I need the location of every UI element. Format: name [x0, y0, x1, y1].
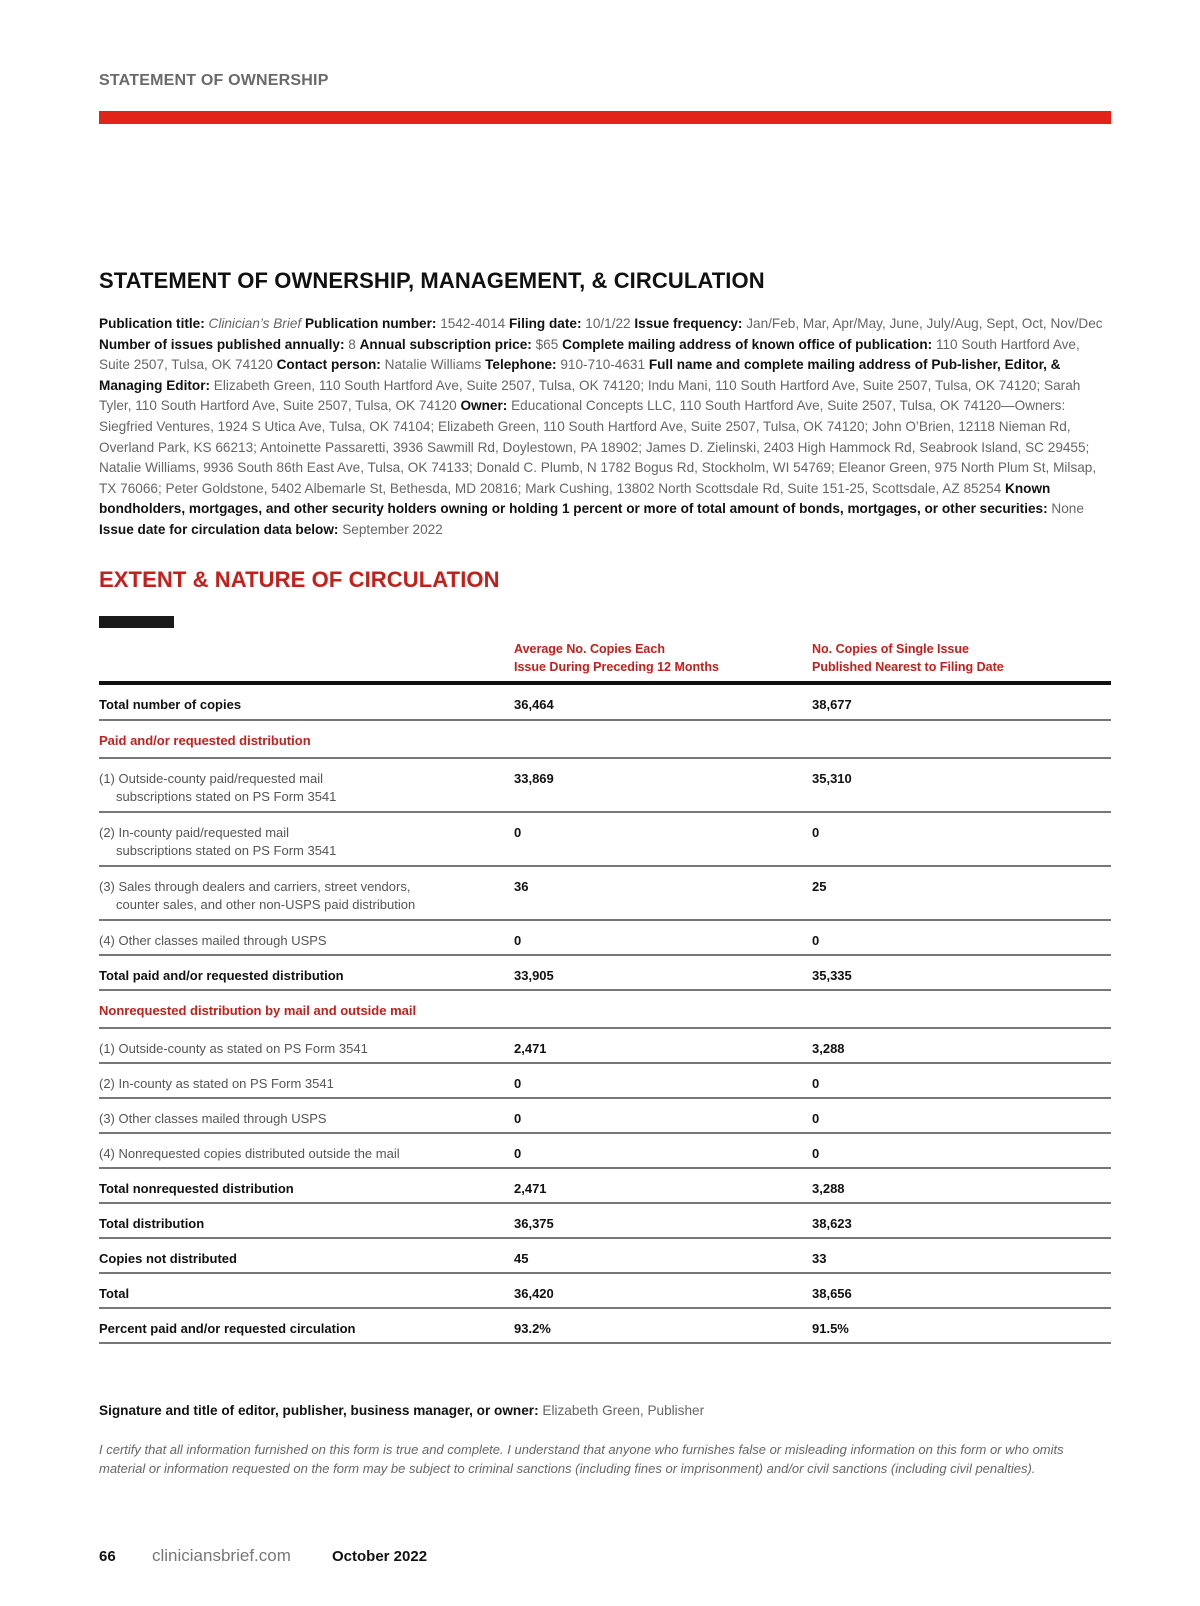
filing-date: 10/1/22 [585, 316, 631, 331]
avg-value: 93.2% [514, 1308, 812, 1343]
issues-annually-label: Number of issues published annually: [99, 336, 345, 352]
owner-label: Owner: [460, 398, 508, 414]
col-head-single [812, 640, 1004, 676]
table-row [99, 866, 1111, 920]
avg-value: 36,420 [514, 1273, 812, 1308]
row-label-line2: counter sales, and other non-USPS paid distribution [116, 897, 416, 912]
publication-info [99, 314, 1111, 541]
single-value: 0 [812, 1133, 1111, 1168]
telephone-label: Telephone: [485, 357, 557, 373]
footer-date: October 2022 [332, 1548, 428, 1565]
single-value: 25 [812, 866, 1111, 920]
circulation-table [99, 685, 1111, 1344]
avg-value: 33,869 [514, 758, 812, 812]
single-value: 38,623 [812, 1203, 1111, 1238]
table-section-row [99, 990, 1111, 1028]
avg-value: 0 [514, 812, 812, 866]
table-row [99, 1098, 1111, 1133]
single-value: 35,335 [812, 955, 1111, 990]
row-label: (4) Other classes mailed through USPS [99, 920, 514, 955]
certification-text: I certify that all information furnished on this form is true and complete. I understand that anyone who furnishes false or misleading information on this form or who omits material or information requested on the form may be subject to criminal sanctions (including fines or imprisonment) and/or civil sanctions (including civil penalties). [99, 1442, 1064, 1476]
publication-number: 1542-4014 [440, 316, 506, 331]
avg-value: 36,464 [514, 685, 812, 720]
signature-label: Signature and title of editor, publisher, business manager, or owner: [99, 1403, 539, 1418]
row-label: (4) Nonrequested copies distributed outside the mail [99, 1133, 514, 1168]
row-label: Total number of copies [99, 685, 514, 720]
single-value: 38,677 [812, 685, 1111, 720]
table-row [99, 1308, 1111, 1343]
table-row [99, 920, 1111, 955]
section-tab [99, 616, 174, 628]
row-label [99, 812, 514, 866]
subscription-price-label: Annual subscription price: [359, 336, 532, 352]
single-value: 33 [812, 1238, 1111, 1273]
avg-value: 2,471 [514, 1168, 812, 1203]
section-label: Paid and/or requested distribution [99, 720, 514, 758]
row-label: Total [99, 1273, 514, 1308]
table-row [99, 1133, 1111, 1168]
avg-value: 0 [514, 920, 812, 955]
bondholders: None [1051, 501, 1084, 517]
row-label-line2: subscriptions stated on PS Form 3541 [116, 789, 337, 804]
publication-title: Clinician’s Brief [208, 316, 302, 331]
avg-value: 0 [514, 1063, 812, 1098]
page-number: 66 [99, 1548, 116, 1565]
row-label [99, 866, 514, 920]
single-value: 38,656 [812, 1273, 1111, 1308]
table-row [99, 1063, 1111, 1098]
names-label: Full name and complete mailing address of Pub-lisher, Editor, & Managing Editor: [99, 357, 1061, 393]
avg-value: 45 [514, 1238, 812, 1273]
row-label: (2) In-county as stated on PS Form 3541 [99, 1063, 514, 1098]
table-row [99, 758, 1111, 812]
section-kicker: STATEMENT OF OWNERSHIP [99, 72, 329, 89]
col-head-average-line2: Issue During Preceding 12 Months [514, 660, 719, 674]
bondholders-label: Known bondholders, mortgages, and other security holders owning or holding 1 percent or more of total amount of bonds, mortgages, or other securities: [99, 480, 1051, 517]
page-title: STATEMENT OF OWNERSHIP, MANAGEMENT, & CIRCULATION [99, 268, 765, 293]
row-label-line1: (3) Sales through dealers and carriers, street vendors, [99, 879, 411, 894]
signature-value: Elizabeth Green, Publisher [542, 1403, 705, 1418]
avg-value: 0 [514, 1098, 812, 1133]
row-label: Total distribution [99, 1203, 514, 1238]
table-section-row [99, 720, 1111, 758]
avg-value: 36,375 [514, 1203, 812, 1238]
contact-label: Contact person: [276, 357, 381, 373]
row-label-line1: (2) In-county paid/requested mail [99, 825, 290, 840]
issues-annually: 8 [348, 336, 356, 352]
single-value: 0 [812, 920, 1111, 955]
signature-line [99, 1403, 704, 1418]
row-label: (1) Outside-county as stated on PS Form 3541 [99, 1028, 514, 1063]
issue-frequency: Jan/Feb, Mar, Apr/May, June, July/Aug, Sept, Oct, Nov/Dec [746, 316, 1103, 331]
office-address-label: Complete mailing address of known office of publication: [562, 336, 933, 352]
col-head-average-line1: Average No. Copies Each [514, 642, 665, 656]
owner: Educational Concepts LLC, 110 South Hartford Ave, Suite 2507, Tulsa, OK 74120—Owners: Siegfried Ventures, 1924 S Utica Ave, Tulsa, OK 74104; Elizabeth Green, 110 South Hartford Ave, Suite 2507, Tulsa, OK 74120; John O’Brien, 12118 Nieman Rd, Overland Park, KS 66213; Antoinette Passaretti, 3936 Sawmill Rd, Doylestown, PA 18902; James D. Zielinski, 2403 High Hammock Rd, Seabrook Island, SC 29455; Natalie Williams, 9936 South 86th East Ave, Tulsa, OK 74133; Donald C. Plumb, N 1782 Bogus Rd, Stockholm, WI 54769; Eleanor Green, 975 North Plum St, Milsap, TX 76066; Peter Goldstone, 5402 Albemarle St, Bethesda, MD 20816; Mark Cushing, 13802 North Scottsdale Rd, Suite 151-25, Scottsdale, AZ 85254 [99, 398, 1097, 496]
contact-person: Natalie Williams [384, 357, 482, 373]
table-row [99, 1238, 1111, 1273]
table-row [99, 812, 1111, 866]
row-label [99, 758, 514, 812]
row-label: Copies not distributed [99, 1238, 514, 1273]
table-row [99, 1028, 1111, 1063]
single-value: 0 [812, 1098, 1111, 1133]
row-label: Total paid and/or requested distribution [99, 955, 514, 990]
telephone: 910-710-4631 [560, 357, 646, 373]
col-head-single-line2: Published Nearest to Filing Date [812, 660, 1004, 674]
col-head-average [514, 640, 719, 676]
single-value: 35,310 [812, 758, 1111, 812]
footer-site: cliniciansbrief.com [152, 1546, 291, 1565]
row-label-line2: subscriptions stated on PS Form 3541 [116, 843, 337, 858]
names: Elizabeth Green, 110 South Hartford Ave, Suite 2507, Tulsa, OK 74120; Indu Mani, 110 South Hartford Ave, Suite 2507, Tulsa, OK 74120; Sarah Tyler, 110 South Hartford Ave, Suite 2507, Tulsa, OK 74120 [99, 377, 1081, 414]
row-label: Total nonrequested distribution [99, 1168, 514, 1203]
row-label: (3) Other classes mailed through USPS [99, 1098, 514, 1133]
issue-date-label: Issue date for circulation data below: [99, 521, 339, 537]
single-value: 0 [812, 1063, 1111, 1098]
row-label: Percent paid and/or requested circulation [99, 1308, 514, 1343]
col-head-single-line1: No. Copies of Single Issue [812, 642, 969, 656]
publication-title-label: Publication title: [99, 316, 205, 331]
single-value: 91.5% [812, 1308, 1111, 1343]
circulation-title: EXTENT & NATURE OF CIRCULATION [99, 567, 500, 592]
publication-number-label: Publication number: [304, 316, 437, 331]
filing-date-label: Filing date: [508, 316, 582, 331]
table-row [99, 1273, 1111, 1308]
avg-value: 0 [514, 1133, 812, 1168]
table-row [99, 685, 1111, 720]
avg-value: 36 [514, 866, 812, 920]
table-row [99, 1168, 1111, 1203]
section-label: Nonrequested distribution by mail and outside mail [99, 990, 514, 1028]
single-value: 3,288 [812, 1168, 1111, 1203]
avg-value: 2,471 [514, 1028, 812, 1063]
issue-frequency-label: Issue frequency: [634, 316, 743, 331]
table-row [99, 955, 1111, 990]
issue-date: September 2022 [342, 521, 443, 537]
table-row [99, 1203, 1111, 1238]
row-label-line1: (1) Outside-county paid/requested mail [99, 771, 324, 786]
accent-bar [99, 111, 1111, 124]
office-address: 110 South Hartford Ave, Suite 2507, Tulsa, OK 74120 [99, 336, 1080, 373]
avg-value: 33,905 [514, 955, 812, 990]
single-value: 0 [812, 812, 1111, 866]
subscription-price: $65 [535, 336, 559, 352]
single-value: 3,288 [812, 1028, 1111, 1063]
